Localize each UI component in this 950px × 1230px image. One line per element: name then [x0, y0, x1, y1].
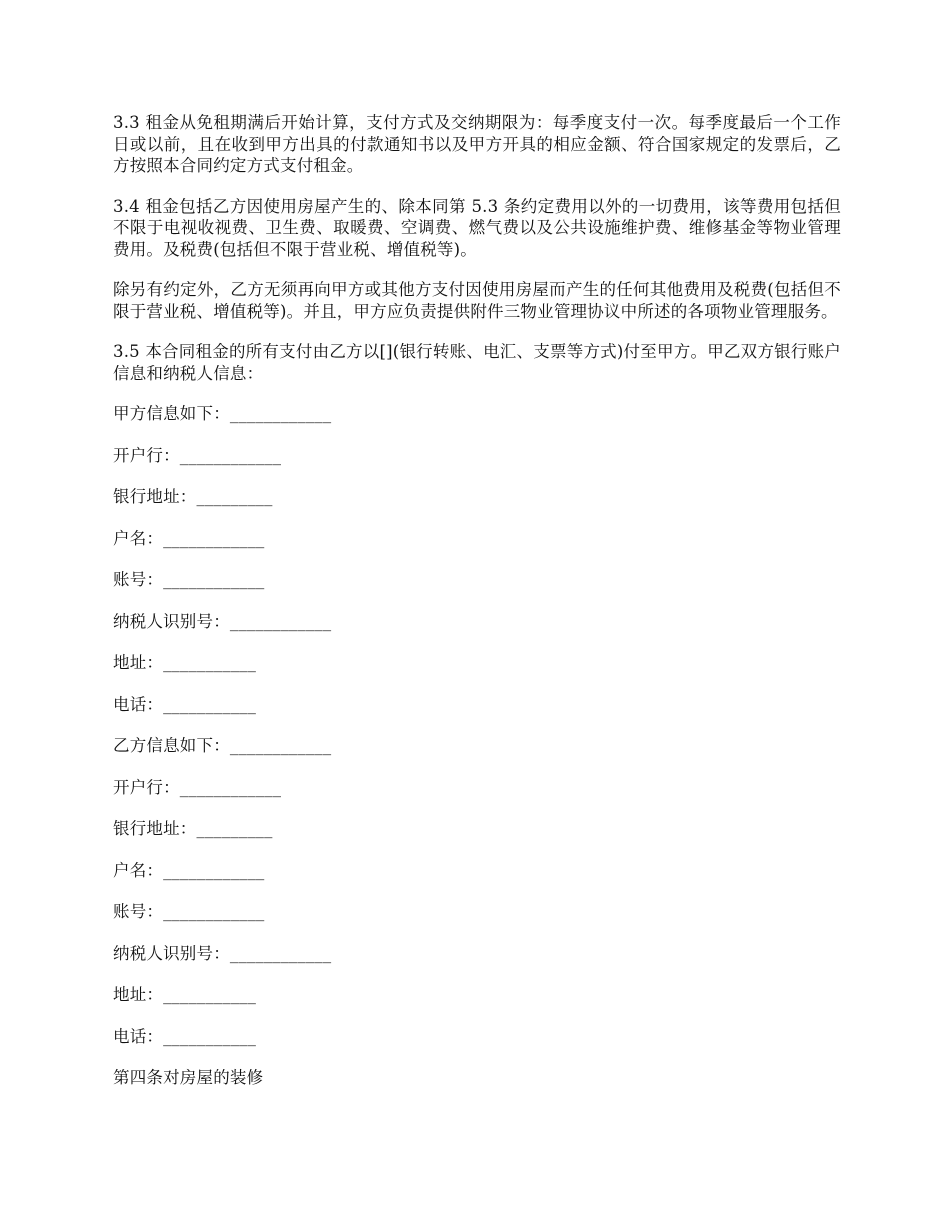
- party-b-taxpayer-id: 纳税人识别号：____________: [113, 943, 332, 963]
- party-b-bank-address: 银行地址：_________: [113, 819, 273, 838]
- article-4-heading: 第四条对房屋的装修: [113, 1068, 264, 1087]
- party-b-header: 乙方信息如下：____________: [113, 736, 332, 755]
- party-b-phone: 电话：___________: [113, 1026, 257, 1046]
- clause-exception: 除另有约定外，乙方无须再向甲方或其他方支付因使用房屋而产生的任何其他费用及税费(包括但不限于营业税、增值税等)。并且，甲方应负责提供附件三物业管理协议中所述的各项物业管理服务。: [113, 280, 841, 321]
- document-body: [113, 112, 841, 1089]
- party-a-taxpayer-id: 纳税人识别号：____________: [113, 611, 332, 631]
- party-a-bank: 开户行：____________: [113, 445, 282, 465]
- party-b-info: [113, 735, 841, 1067]
- party-a-bank-address: 银行地址：_________: [113, 487, 273, 506]
- party-a-phone: 电话：___________: [113, 694, 257, 714]
- party-a-address: 地址：___________: [113, 653, 257, 672]
- party-a-account-name: 户名：____________: [113, 528, 265, 548]
- party-a-header: 甲方信息如下：____________: [113, 404, 332, 423]
- clause-3-4: 3.4 租金包括乙方因使用房屋产生的、除本同第 5.3 条约定费用以外的一切费用，该等费用包括但不限于电视收视费、卫生费、取暖费、空调费、燃气费以及公共设施维护费、维修基金等物业管理费用。及税费(包括但不限于营业税、增值税等)。: [113, 196, 841, 259]
- party-b-address: 地址：___________: [113, 985, 257, 1004]
- party-b-account-name: 户名：____________: [113, 860, 265, 880]
- clause-3-5: 3.5 本合同租金的所有支付由乙方以[](银行转账、电汇、支票等方式)付至甲方。甲乙双方银行账户信息和纳税人信息：: [113, 342, 841, 383]
- party-b-account-no: 账号：____________: [113, 902, 265, 921]
- party-b-bank: 开户行：____________: [113, 777, 282, 797]
- party-a-account-no: 账号：____________: [113, 570, 265, 589]
- party-a-info: [113, 403, 841, 735]
- clause-3-3: 3.3 租金从免租期满后开始计算，支付方式及交纳期限为：每季度支付一次。每季度最后一个工作日或以前，且在收到甲方出具的付款通知书以及甲方开具的相应金额、符合国家规定的发票后，乙方按照本合同约定方式支付租金。: [113, 113, 841, 175]
